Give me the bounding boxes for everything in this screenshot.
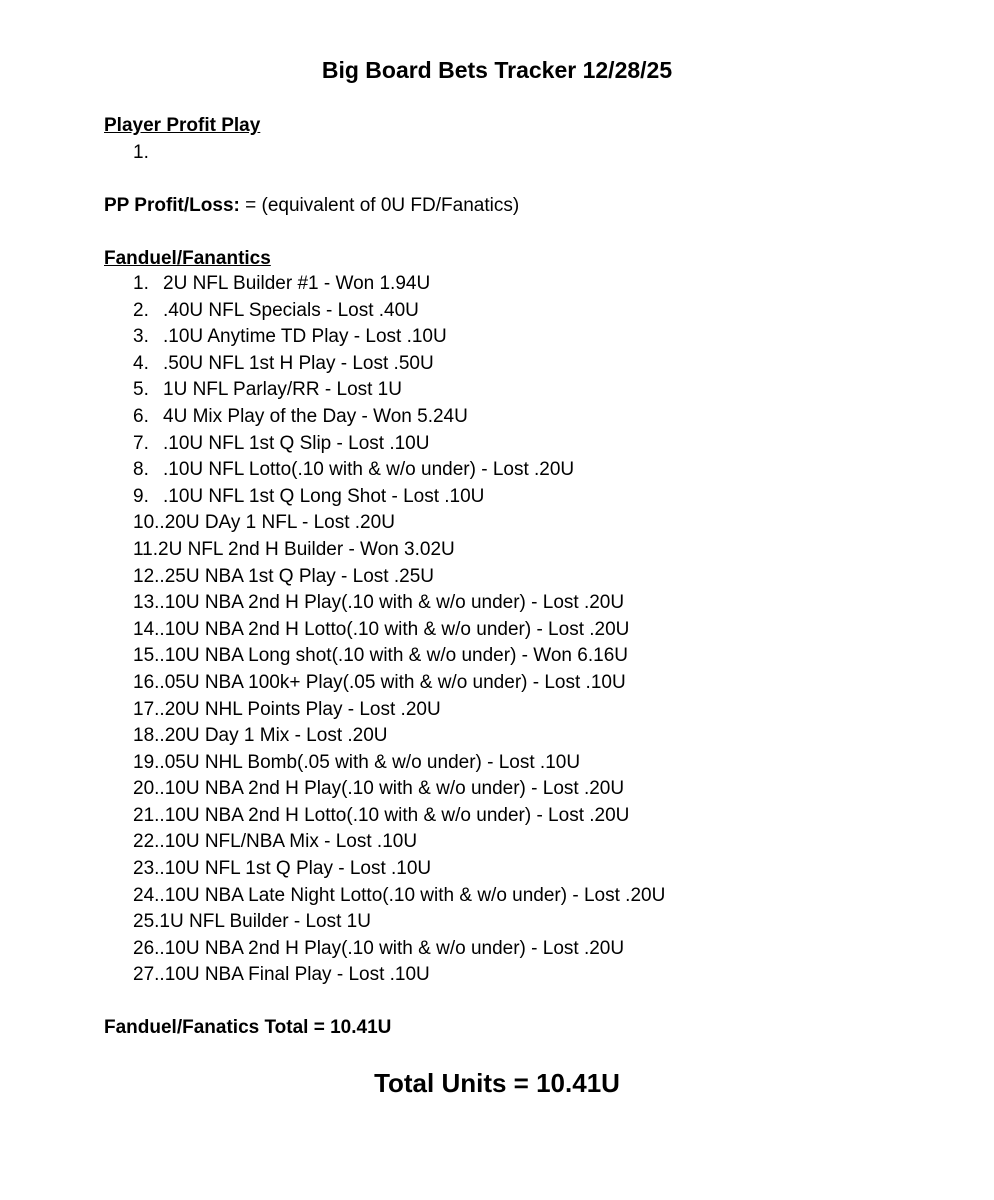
bet-item (133, 750, 665, 777)
bet-text: 2U NFL 2nd H Builder - Won 3.02U (158, 538, 455, 560)
bet-number: 3. (133, 326, 149, 348)
bet-text: 1U NFL Builder - Lost 1U (159, 911, 371, 933)
bet-number: 18. (133, 725, 160, 747)
fanduel-heading: Fanduel/Fanantics (104, 248, 271, 269)
bet-number: 26. (133, 937, 160, 959)
bet-text: .10U Anytime TD Play - Lost .10U (163, 326, 447, 348)
bet-number: 27. (133, 964, 160, 986)
page-title: Big Board Bets Tracker 12/28/25 (321, 57, 673, 83)
pp-profit-label: PP Profit/Loss: (104, 195, 240, 216)
bet-number: 7. (133, 432, 149, 454)
bet-item (133, 643, 665, 670)
bet-text: .10U NBA 2nd H Play(.10 with & w/o under) - Lost .20U (159, 778, 625, 800)
list-item-number: 1. (133, 142, 149, 163)
bet-text: .50U NFL 1st H Play - Lost .50U (163, 352, 434, 374)
pp-profit-loss (104, 193, 519, 219)
bet-number: 11. (133, 538, 159, 560)
bet-text: .10U NFL 1st Q Play - Lost .10U (159, 858, 432, 880)
bet-text: 4U Mix Play of the Day - Won 5.24U (163, 405, 468, 427)
bet-number: 25. (133, 911, 160, 933)
bet-text: .20U Day 1 Mix - Lost .20U (159, 725, 388, 747)
bet-item (133, 457, 665, 484)
bet-number: 10. (133, 512, 160, 534)
bet-item (133, 351, 665, 378)
bet-text: .10U NBA Long shot(.10 with & w/o under) - Won 6.16U (159, 645, 628, 667)
player-profit-list (133, 140, 163, 167)
bet-item (133, 537, 665, 564)
bet-number: 17. (133, 698, 160, 720)
bet-text: .10U NBA 2nd H Play(.10 with & w/o under) - Lost .20U (159, 937, 625, 959)
player-profit-heading: Player Profit Play (104, 115, 261, 136)
fanduel-bet-list (133, 271, 665, 989)
bet-item (133, 404, 665, 431)
grand-total: Total Units = 10.41U (374, 1068, 620, 1098)
bet-item (133, 697, 665, 724)
bet-item (133, 776, 665, 803)
bet-item (133, 324, 665, 351)
bet-text: .10U NBA 2nd H Play(.10 with & w/o under) - Lost .20U (159, 592, 625, 614)
bet-text: .10U NBA Late Night Lotto(.10 with & w/o under) - Lost .20U (159, 884, 666, 906)
bet-number: 6. (133, 405, 149, 427)
bet-item (133, 856, 665, 883)
bet-item (133, 564, 665, 591)
bet-text: .10U NFL/NBA Mix - Lost .10U (159, 831, 418, 853)
bet-number: 13. (133, 592, 160, 614)
bet-number: 5. (133, 379, 149, 401)
bet-text: .20U NHL Points Play - Lost .20U (159, 698, 441, 720)
bet-item (133, 271, 665, 298)
bet-number: 21. (133, 804, 160, 826)
bet-number: 8. (133, 459, 149, 481)
bet-text: .20U DAy 1 NFL - Lost .20U (159, 512, 395, 534)
bet-item (133, 829, 665, 856)
bet-text: .10U NFL Lotto(.10 with & w/o under) - Lost .20U (163, 459, 575, 481)
bet-number: 14. (133, 618, 160, 640)
bet-text: .05U NBA 100k+ Play(.05 with & w/o under) - Lost .10U (159, 671, 626, 693)
pp-profit-value: = (equivalent of 0U FD/Fanatics) (239, 195, 520, 216)
bet-text: .10U NFL 1st Q Slip - Lost .10U (163, 432, 430, 454)
list-item (133, 140, 163, 167)
bet-number: 24. (133, 884, 160, 906)
bet-number: 20. (133, 778, 160, 800)
fanduel-total: Fanduel/Fanatics Total = 10.41U (104, 1017, 392, 1038)
bet-text: .10U NBA Final Play - Lost .10U (159, 964, 430, 986)
bet-number: 16. (133, 671, 160, 693)
bet-number: 19. (133, 751, 160, 773)
bet-item (133, 510, 665, 537)
bet-text: .05U NHL Bomb(.05 with & w/o under) - Lost .10U (159, 751, 581, 773)
bet-number: 9. (133, 485, 149, 507)
bet-text: .10U NFL 1st Q Long Shot - Lost .10U (163, 485, 485, 507)
bet-text: .25U NBA 1st Q Play - Lost .25U (159, 565, 434, 587)
bet-number: 12. (133, 565, 160, 587)
bet-item (133, 962, 665, 989)
bet-item (133, 909, 665, 936)
bet-number: 22. (133, 831, 160, 853)
bet-item (133, 723, 665, 750)
bet-text: 1U NFL Parlay/RR - Lost 1U (163, 379, 402, 401)
bet-item (133, 617, 665, 644)
bet-item (133, 670, 665, 697)
bet-item (133, 803, 665, 830)
bet-number: 15. (133, 645, 160, 667)
bet-number: 4. (133, 352, 149, 374)
bet-text: .40U NFL Specials - Lost .40U (163, 299, 419, 321)
bet-text: 2U NFL Builder #1 - Won 1.94U (163, 273, 431, 294)
bet-item (133, 883, 665, 910)
bet-item (133, 298, 665, 325)
bet-item (133, 936, 665, 963)
bet-item (133, 377, 665, 404)
bet-item (133, 431, 665, 458)
bet-number: 1. (133, 273, 149, 294)
bet-text: .10U NBA 2nd H Lotto(.10 with & w/o under) - Lost .20U (159, 618, 630, 640)
bet-text: .10U NBA 2nd H Lotto(.10 with & w/o under) - Lost .20U (159, 804, 630, 826)
bet-number: 2. (133, 299, 149, 321)
bet-item (133, 590, 665, 617)
bet-number: 23. (133, 858, 160, 880)
bet-item (133, 484, 665, 511)
